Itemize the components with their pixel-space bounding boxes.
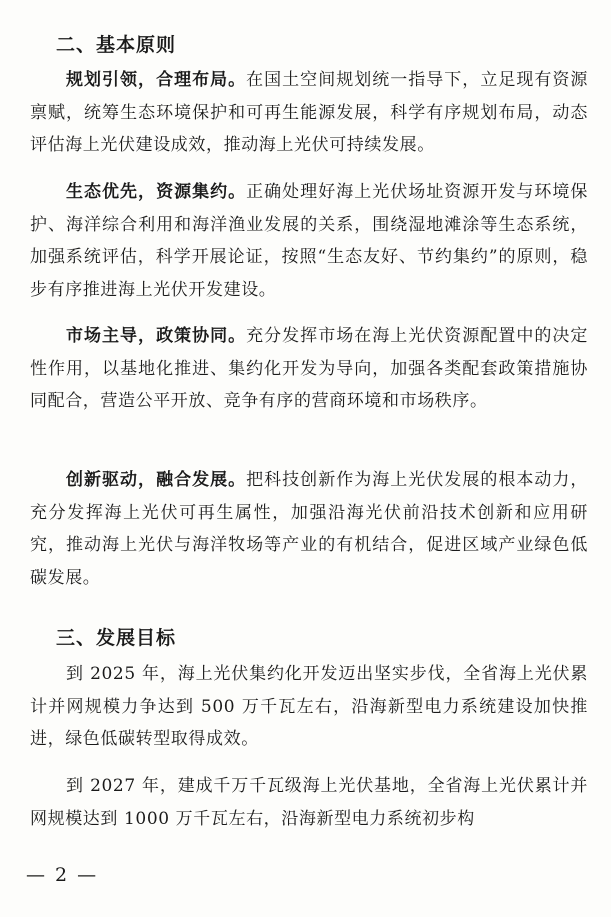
principle-lead: 规划引领，合理布局。 xyxy=(66,70,247,90)
principle-body: 把科技创新作为海上光伏发展的根本动力，充分发挥海上光伏可再生属性，加强沿海光伏前沿技术创新和应用研究，推动海上光伏与海洋牧场等产业的有机结合，促进区域产业绿色低碳发展。 xyxy=(30,470,588,588)
section-heading-development-goals: 三、发展目标 xyxy=(56,627,177,649)
principle-paragraph xyxy=(30,64,588,162)
principle-paragraph xyxy=(30,464,588,594)
principle-lead: 创新驱动，融合发展。 xyxy=(66,470,247,490)
principle-lead: 市场主导，政策协同。 xyxy=(66,326,247,346)
principle-body: 在国土空间规划统一指导下，立足现有资源禀赋，统筹生态环境保护和可再生能源发展，科学有序规划布局，动态评估海上光伏建设成效，推动海上光伏可持续发展。 xyxy=(30,70,588,155)
principle-body: 充分发挥市场在海上光伏资源配置中的决定性作用，以基地化推进、集约化开发为导向，加强各类配套政策措施协同配合，营造公平开放、竞争有序的营商环境和市场秩序。 xyxy=(30,326,588,411)
principle-lead: 生态优先，资源集约。 xyxy=(66,182,247,202)
section-heading-basic-principles: 二、基本原则 xyxy=(56,34,177,56)
principle-paragraph xyxy=(30,320,588,418)
principle-body: 正确处理好海上光伏场址资源开发与环境保护、海洋综合利用和海洋渔业发展的关系，围绕湿地滩涂等生态系统，加强系统评估，科学开展论证，按照“生态友好、节约集约”的原则，稳步有序推进海上光伏开发建设。 xyxy=(30,182,588,300)
goal-paragraph-2025: 到 2025 年，海上光伏集约化开发迈出坚实步伐，全省海上光伏累计并网规模力争达到 500 万千瓦左右，沿海新型电力系统建设加快推进，绿色低碳转型取得成效。 xyxy=(30,664,588,749)
page-number: — 2 — xyxy=(26,864,99,886)
principle-paragraph xyxy=(30,176,588,306)
goal-paragraph-2027: 到 2027 年，建成千万千瓦级海上光伏基地，全省海上光伏累计并网规模达到 1000 万千瓦左右，沿海新型电力系统初步构 xyxy=(30,776,588,829)
